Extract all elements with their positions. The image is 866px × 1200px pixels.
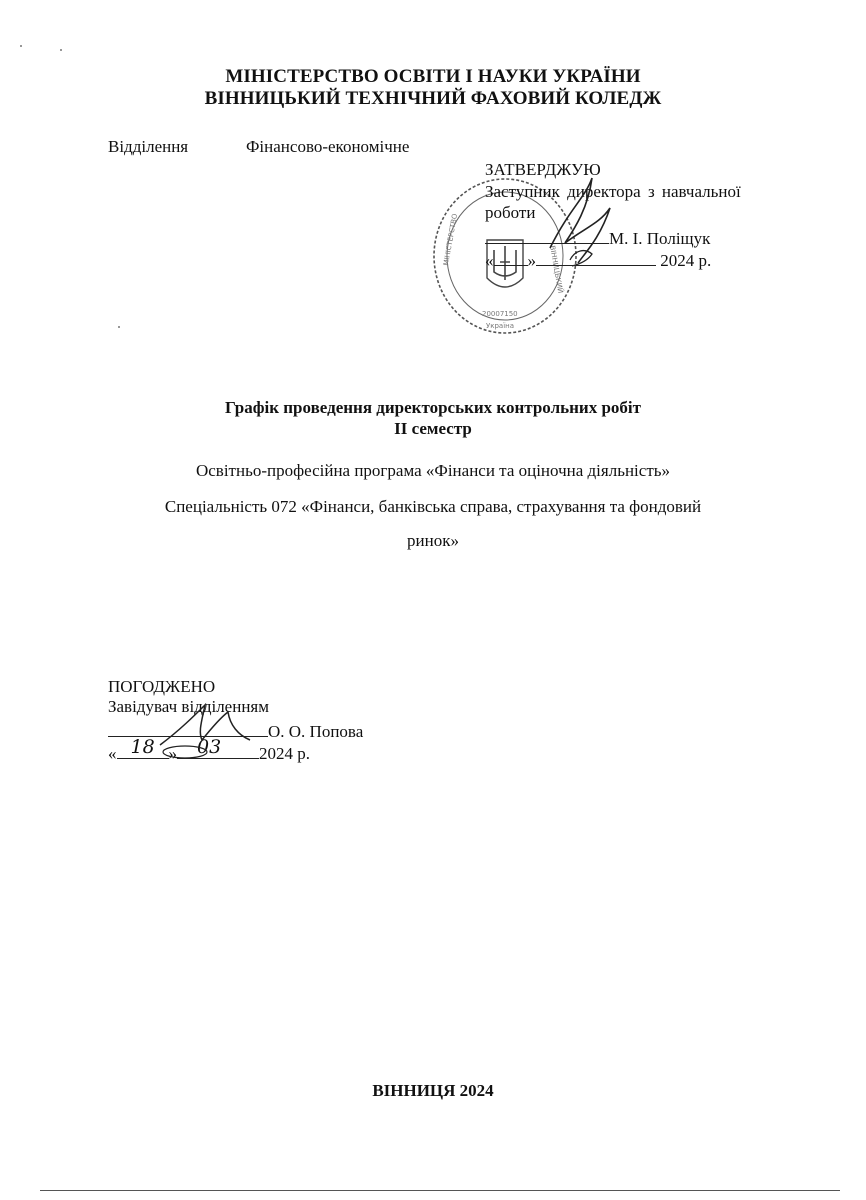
scan-speck (60, 49, 62, 51)
scan-speck (118, 326, 120, 328)
agreed-name: О. О. Попова (268, 722, 364, 741)
approval-year: 2024 р. (660, 251, 712, 270)
college-title: ВІННИЦЬКИЙ ТЕХНІЧНИЙ ФАХОВИЙ КОЛЕДЖ (204, 88, 662, 109)
scan-speck (20, 45, 22, 47)
approval-date-open: « (485, 251, 494, 270)
agreed-date-month: 03 (197, 736, 222, 758)
approval-position-line2: роботи (485, 203, 536, 222)
svg-text:ВІННИЦЬКИЙ: ВІННИЦЬКИЙ (548, 244, 565, 294)
agreed-position: Завідувач відділенням (108, 697, 270, 716)
footer-city-year: ВІННИЦЯ 2024 (372, 1081, 494, 1100)
approver-signature-icon (527, 168, 640, 278)
approval-position-line1: Заступник директора з навчальної (485, 182, 741, 201)
document-title: Графік проведення директорських контрольних робіт (225, 398, 641, 417)
approver-name: М. І. Поліщук (609, 229, 711, 248)
scan-edge-line (40, 1190, 840, 1191)
agreed-year: 2024 р. (259, 744, 310, 763)
agreed-date-close: » (168, 744, 177, 763)
ministry-title: МІНІСТЕРСТВО ОСВІТИ І НАУКИ УКРАЇНИ (225, 66, 641, 87)
semester-title: ІІ семестр (394, 419, 472, 438)
program-line: Освітньо-професійна програма «Фінанси та оціночна діяльність» (195, 461, 671, 480)
agreed-signature-icon (150, 700, 280, 760)
svg-text:МІНІСТЕРСТВО: МІНІСТЕРСТВО (442, 213, 460, 267)
svg-text:Україна: Україна (486, 322, 515, 330)
approval-date-close: » (527, 251, 536, 270)
agreed-heading: ПОГОДЖЕНО (108, 677, 216, 696)
agreed-date-day: 18 (130, 736, 155, 758)
svg-text:20007150: 20007150 (482, 310, 518, 318)
agreed-date-open: « (108, 744, 117, 763)
specialty-line1: Спеціальність 072 «Фінанси, банківська справа, страхування та фондовий (164, 497, 702, 516)
department-value: Фінансово-економічне (246, 137, 410, 156)
specialty-line2: ринок» (407, 531, 459, 550)
approval-heading: ЗАТВЕРДЖУЮ (485, 160, 601, 179)
department-label: Відділення (108, 137, 189, 156)
